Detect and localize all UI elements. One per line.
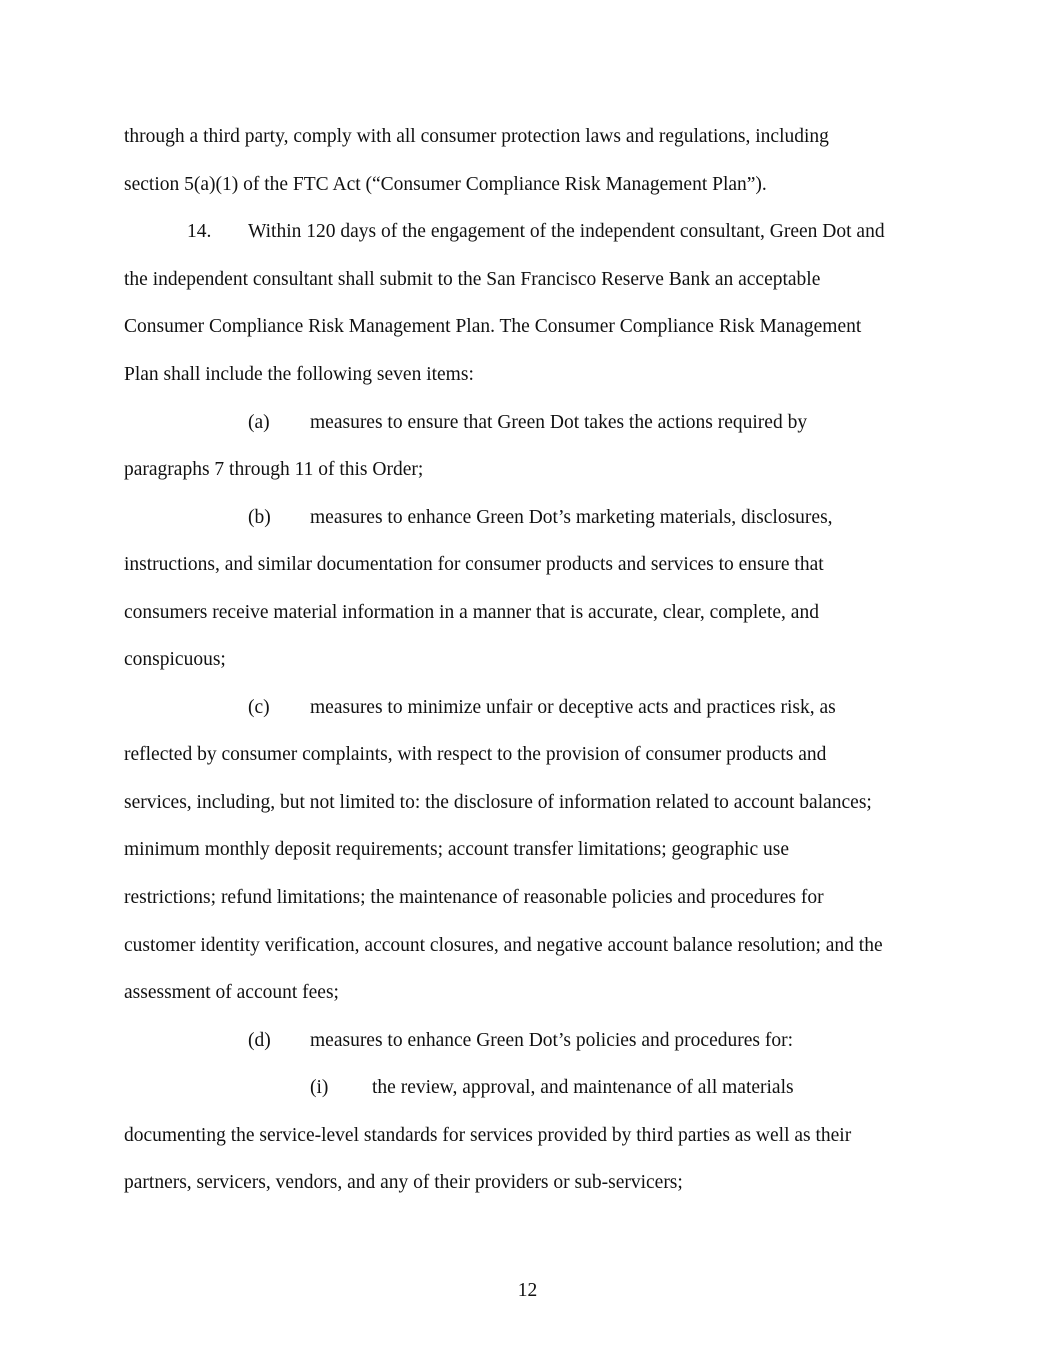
item-marker-a: (a) xyxy=(248,412,270,433)
text-line: conspicuous; xyxy=(124,649,226,670)
item-marker-i: (i) xyxy=(310,1077,329,1098)
text-line: services, including, but not limited to: the disclosure of information related to account balances; xyxy=(124,792,872,813)
item-marker-d: (d) xyxy=(248,1030,271,1051)
text-line: measures to enhance Green Dot’s policies and procedures for: xyxy=(310,1030,793,1051)
paragraph-number: 14. xyxy=(187,221,212,242)
text-line: consumers receive material information in a manner that is accurate, clear, complete, and xyxy=(124,602,819,623)
text-line: restrictions; refund limitations; the maintenance of reasonable policies and procedures for xyxy=(124,887,824,908)
text-line: measures to ensure that Green Dot takes the actions required by xyxy=(310,412,808,433)
text-line: reflected by consumer complaints, with respect to the provision of consumer products and xyxy=(124,744,827,765)
page-number: 12 xyxy=(517,1280,538,1301)
text-line: the independent consultant shall submit to the San Francisco Reserve Bank an acceptable xyxy=(124,269,821,290)
text-line: paragraphs 7 through 11 of this Order; xyxy=(124,459,424,480)
text-line: instructions, and similar documentation for consumer products and services to ensure that xyxy=(124,554,824,575)
text-line: Plan shall include the following seven items: xyxy=(124,364,474,385)
text-line: customer identity verification, account closures, and negative account balance resolution; and the xyxy=(124,935,883,956)
text-line: measures to enhance Green Dot’s marketing materials, disclosures, xyxy=(310,507,833,528)
item-marker-b: (b) xyxy=(248,507,271,528)
text-line: Within 120 days of the engagement of the independent consultant, Green Dot and xyxy=(248,221,885,242)
item-marker-c: (c) xyxy=(248,697,270,718)
text-line: section 5(a)(1) of the FTC Act (“Consumer Compliance Risk Management Plan”). xyxy=(124,174,767,195)
text-line: partners, servicers, vendors, and any of their providers or sub-servicers; xyxy=(124,1172,683,1193)
text-line: the review, approval, and maintenance of all materials xyxy=(372,1077,794,1098)
text-line: measures to minimize unfair or deceptive acts and practices risk, as xyxy=(310,697,836,718)
text-line: assessment of account fees; xyxy=(124,982,339,1003)
text-line: Consumer Compliance Risk Management Plan. The Consumer Compliance Risk Management xyxy=(124,316,862,337)
text-line: minimum monthly deposit requirements; account transfer limitations; geographic use xyxy=(124,839,790,860)
text-line: through a third party, comply with all consumer protection laws and regulations, including xyxy=(124,126,829,147)
text-line: documenting the service-level standards for services provided by third parties as well as their xyxy=(124,1125,852,1146)
